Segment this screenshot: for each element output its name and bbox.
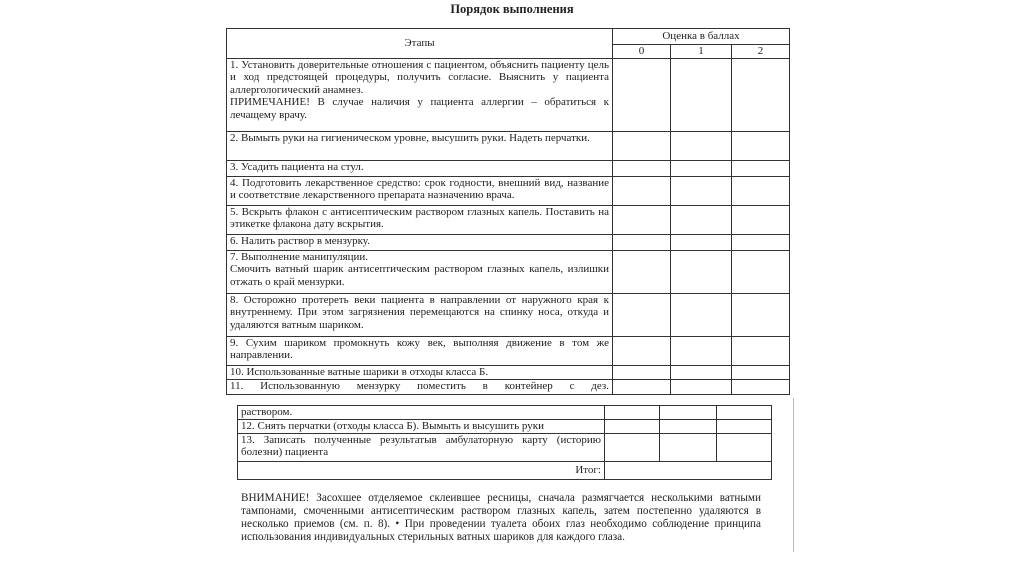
score-cell[interactable] xyxy=(613,176,671,205)
header-score-0: 0 xyxy=(613,45,671,59)
procedure-table-continued xyxy=(237,405,772,480)
score-cell[interactable] xyxy=(671,205,732,234)
step-cell: раствором. xyxy=(238,406,605,420)
score-cell[interactable] xyxy=(671,131,732,160)
score-cell[interactable] xyxy=(717,406,772,420)
score-cell[interactable] xyxy=(732,58,790,131)
step-cell: 4. Подготовить лекарственное средство: срок годности, внешний вид, название и соответствие лекарственного препарата назначению врача. xyxy=(227,176,613,205)
score-cell[interactable] xyxy=(660,419,717,433)
total-label: Итог: xyxy=(238,461,605,479)
score-cell[interactable] xyxy=(717,433,772,461)
step-cell: 6. Налить раствор в мензурку. xyxy=(227,234,613,250)
score-cell[interactable] xyxy=(613,293,671,336)
score-cell[interactable] xyxy=(605,433,660,461)
score-cell[interactable] xyxy=(613,58,671,131)
score-cell[interactable] xyxy=(732,293,790,336)
score-cell[interactable] xyxy=(660,406,717,420)
page-title: Порядок выполнения xyxy=(450,2,574,16)
score-cell[interactable] xyxy=(732,336,790,365)
step-cell: 3. Усадить пациента на стул. xyxy=(227,160,613,176)
total-score-cell[interactable] xyxy=(605,461,772,479)
score-cell[interactable] xyxy=(732,250,790,293)
step-cell: 2. Вымыть руки на гигиеническом уровне, высушить руки. Надеть перчатки. xyxy=(227,131,613,160)
table-row xyxy=(227,293,790,336)
score-cell[interactable] xyxy=(671,176,732,205)
table-row xyxy=(227,176,790,205)
table-row xyxy=(227,131,790,160)
score-cell[interactable] xyxy=(671,160,732,176)
score-cell[interactable] xyxy=(613,160,671,176)
score-cell[interactable] xyxy=(613,250,671,293)
score-cell[interactable] xyxy=(732,160,790,176)
warning-note: ВНИМАНИЕ! Засохшее отделяемое склеившее ресницы, сначала размягчается несколькими ватными тампонами, смоченными антисептическим раствором глазных капель, затем постепенно удаляются в несколько приемов (см. п. 8). • При проведении туалета обоих глаз необходимо соблюдение принципа использования индивидуальных стерильных ватных шариков для каждого глаза. xyxy=(241,492,761,543)
header-score-2: 2 xyxy=(732,45,790,59)
score-cell[interactable] xyxy=(732,365,790,379)
score-cell[interactable] xyxy=(613,365,671,379)
step-cell: 10. Использованные ватные шарики в отходы класса Б. xyxy=(227,365,613,379)
step-cell xyxy=(227,250,613,293)
score-cell[interactable] xyxy=(671,293,732,336)
header-score: Оценка в баллах xyxy=(613,29,790,45)
table-row xyxy=(238,419,772,433)
step-cell: 5. Вскрыть флакон с антисептическим раствором глазных капель. Поставить на этикетке флакона дату вскрытия. xyxy=(227,205,613,234)
table-row xyxy=(227,365,790,379)
step-cell: 12. Снять перчатки (отходы класса Б). Вымыть и высушить руки xyxy=(238,419,605,433)
table-row xyxy=(227,160,790,176)
score-cell[interactable] xyxy=(605,419,660,433)
table-row xyxy=(238,433,772,461)
step-note: ПРИМЕЧАНИЕ! В случае наличия у пациента аллергии – обратиться к лечащему врачу. xyxy=(230,96,609,121)
table-row xyxy=(227,250,790,293)
table-row xyxy=(227,58,790,131)
step-cell: 8. Осторожно протереть веки пациента в направлении от наружного края к внутреннему. При этом загрязнения перемещаются на спинку носа, откуда и удаляются ватным шариком. xyxy=(227,293,613,336)
table-row xyxy=(227,379,790,394)
score-cell[interactable] xyxy=(732,379,790,394)
score-cell[interactable] xyxy=(732,205,790,234)
score-cell[interactable] xyxy=(671,58,732,131)
score-cell[interactable] xyxy=(671,365,732,379)
score-cell[interactable] xyxy=(613,205,671,234)
table-row xyxy=(227,205,790,234)
step-cell: 13. Записать полученные результатыв амбулаторную карту (историю болезни) пациента xyxy=(238,433,605,461)
score-cell[interactable] xyxy=(671,234,732,250)
score-cell[interactable] xyxy=(717,419,772,433)
page-edge-divider xyxy=(793,398,794,552)
score-cell[interactable] xyxy=(613,379,671,394)
step-detail: Смочить ватный шарик антисептическим раствором глазных капель, излишки отжать о край мензурки. xyxy=(230,263,609,288)
score-cell[interactable] xyxy=(671,379,732,394)
procedure-table xyxy=(226,28,790,395)
score-cell[interactable] xyxy=(732,176,790,205)
header-score-1: 1 xyxy=(671,45,732,59)
table-row xyxy=(238,406,772,420)
score-cell[interactable] xyxy=(613,234,671,250)
score-cell[interactable] xyxy=(732,131,790,160)
score-cell[interactable] xyxy=(605,406,660,420)
total-row xyxy=(238,461,772,479)
score-cell[interactable] xyxy=(660,433,717,461)
header-stages: Этапы xyxy=(227,29,613,59)
score-cell[interactable] xyxy=(613,336,671,365)
table-row xyxy=(227,336,790,365)
score-cell[interactable] xyxy=(732,234,790,250)
score-cell[interactable] xyxy=(671,250,732,293)
score-cell[interactable] xyxy=(671,336,732,365)
step-text: 1. Установить доверительные отношения с пациентом, объяснить пациенту цель и ход предстоящей процедуры, получить согласие. Выяснить у пациента аллергологический анамнез. xyxy=(230,58,609,96)
step-cell: 9. Сухим шариком промокнуть кожу век, выполняя движение в том же направлении. xyxy=(227,336,613,365)
table-row xyxy=(227,234,790,250)
step-cell: 11. Использованную мензурку поместить в контейнер с дез. xyxy=(227,379,613,394)
step-cell xyxy=(227,58,613,131)
step-text: 7. Выполнение манипуляции. xyxy=(230,250,369,263)
score-cell[interactable] xyxy=(613,131,671,160)
